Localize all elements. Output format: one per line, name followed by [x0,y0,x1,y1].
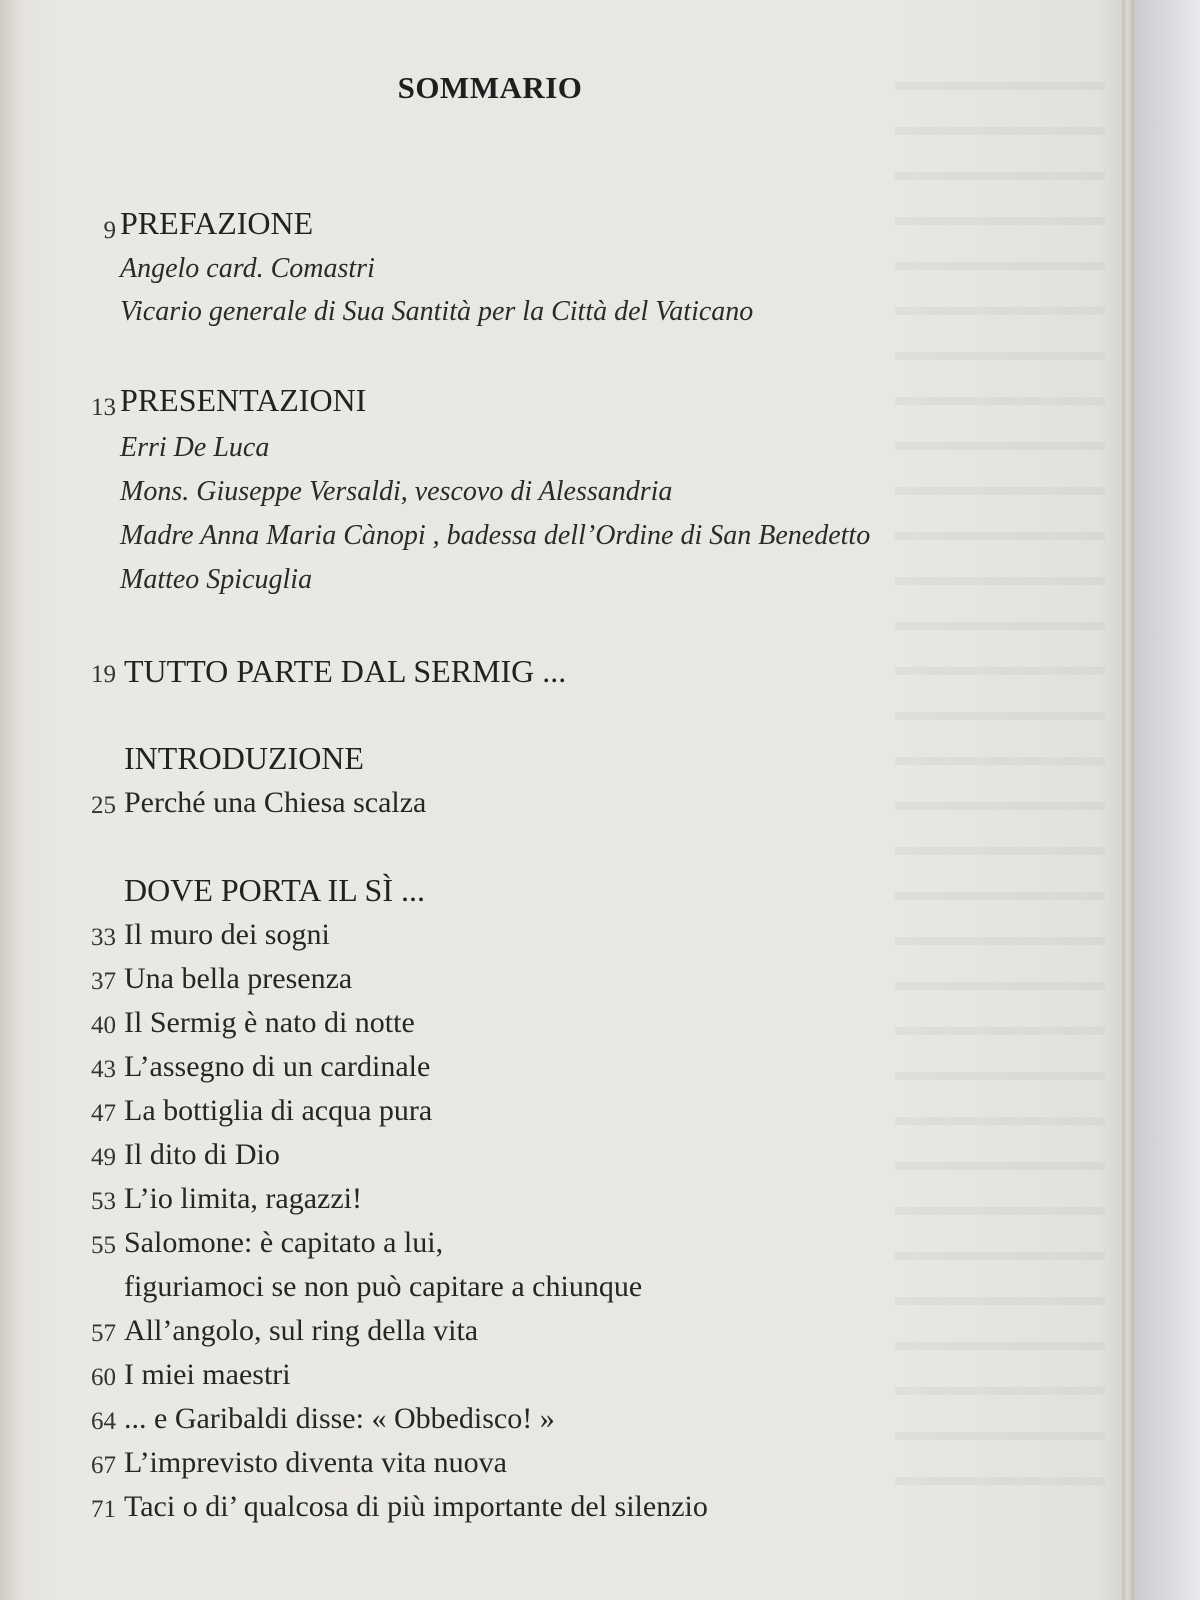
entry-title-continuation: figuriamoci se non può capitare a chiunque [124,1270,643,1303]
page-number: 40 [91,1012,116,1039]
page-title: SOMMARIO [397,70,583,105]
page-number: 43 [91,1056,116,1083]
page-number: 13 [91,394,116,421]
entry-title: Il dito di Dio [124,1138,280,1171]
entry-title: Perché una Chiesa scalza [124,786,427,819]
page-edge [1122,0,1134,1600]
page-number: 9 [103,217,116,244]
page-number: 49 [91,1144,116,1171]
author-name: Madre Anna Maria Cànopi , badessa dell’Ordine di San Benedetto [120,520,871,551]
page-number: 19 [91,661,116,688]
entry-title: L’io limita, ragazzi! [124,1182,362,1215]
entry-title: Il muro dei sogni [124,918,330,951]
background-surface [1134,0,1200,1600]
section-title: DOVE PORTA IL SÌ ... [124,872,425,908]
section-title: INTRODUZIONE [124,740,364,776]
entry-title: L’assegno di un cardinale [124,1050,431,1083]
page-number: 33 [91,924,116,951]
page-number: 71 [91,1496,116,1523]
section-title: PRESENTAZIONI [120,382,367,418]
entry-title: Una bella presenza [124,962,353,995]
page-number: 53 [91,1188,116,1215]
page-number: 60 [91,1364,116,1391]
section-title: TUTTO PARTE DAL SERMIG ... [124,653,567,689]
author-name: Erri De Luca [120,432,270,463]
author-name: Mons. Giuseppe Versaldi, vescovo di Alessandria [120,476,673,507]
entry-title: L’imprevisto diventa vita nuova [124,1446,507,1479]
page-number: 25 [91,792,116,819]
author-name: Matteo Spicuglia [120,564,313,595]
page-number: 37 [91,968,116,995]
page-number: 67 [91,1452,116,1479]
entry-title: ... e Garibaldi disse: « Obbedisco! » [124,1402,555,1435]
entry-title: All’angolo, sul ring della vita [124,1314,479,1347]
entry-title: La bottiglia di acqua pura [124,1094,433,1127]
page-number: 55 [91,1232,116,1259]
page-number: 47 [91,1100,116,1127]
page-number: 57 [91,1320,116,1347]
entry-title: Taci o di’ qualcosa di più importante del silenzio [124,1490,708,1523]
entry-title: I miei maestri [124,1358,291,1391]
entry-title: Salomone: è capitato a lui, [124,1226,444,1259]
page-number: 64 [91,1408,116,1435]
author-name: Angelo card. Comastri [120,253,375,284]
entry-title: Il Sermig è nato di notte [124,1006,415,1039]
author-role: Vicario generale di Sua Santità per la Città del Vaticano [120,296,754,327]
section-title: PREFAZIONE [120,205,314,241]
